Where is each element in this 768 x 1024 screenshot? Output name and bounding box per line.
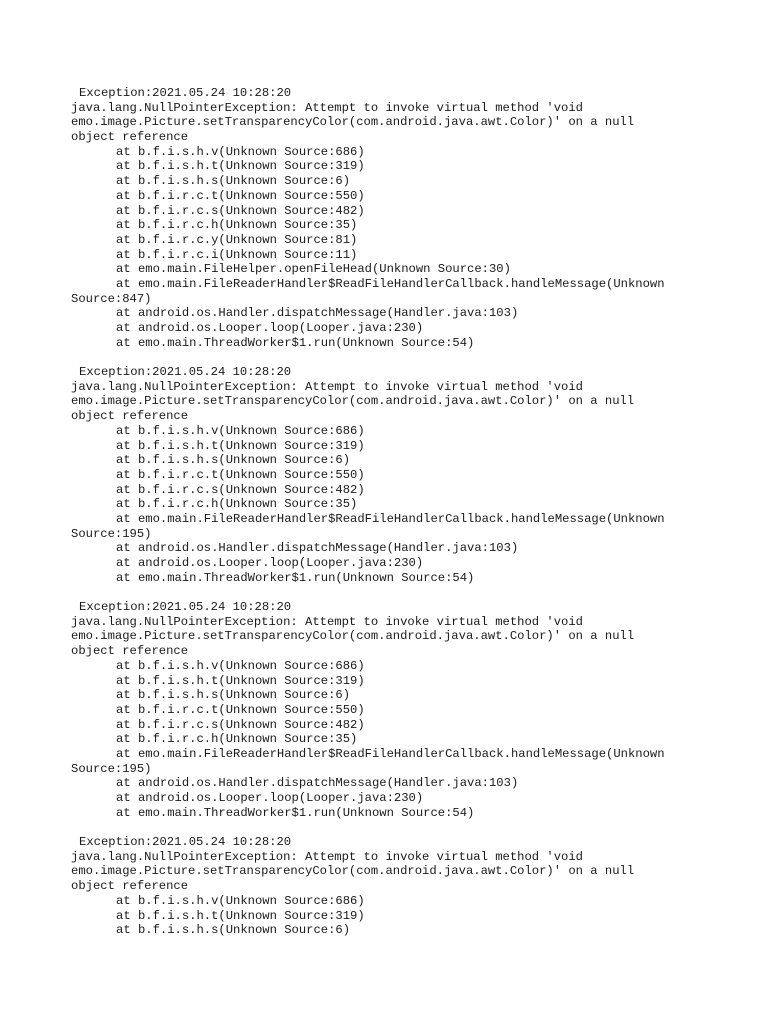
stack-frame: at emo.main.FileReaderHandler$ReadFileHandlerCallback.handleMessage(Unknown bbox=[116, 276, 665, 291]
log-line: Source:195) bbox=[71, 526, 152, 541]
stack-frame: at b.f.i.s.h.s(Unknown Source:6) bbox=[116, 174, 351, 189]
stack-frame: at b.f.i.r.c.i(Unknown Source:11) bbox=[116, 247, 358, 262]
stack-frame: at b.f.i.r.c.h(Unknown Source:35) bbox=[116, 218, 358, 233]
stack-frame: at b.f.i.s.h.s(Unknown Source:6) bbox=[116, 453, 351, 468]
stack-frame: at emo.main.FileReaderHandler$ReadFileHandlerCallback.handleMessage(Unknown bbox=[116, 511, 665, 526]
log-line: object reference bbox=[71, 409, 189, 424]
stack-frame: at emo.main.FileHelper.openFileHead(Unknown Source:30) bbox=[116, 262, 511, 277]
stack-frame: at android.os.Looper.loop(Looper.java:230) bbox=[116, 321, 424, 335]
stack-frame: at android.os.Handler.dispatchMessage(Handler.java:103) bbox=[116, 541, 519, 556]
stack-frame: at b.f.i.s.h.v(Unknown Source:686) bbox=[116, 893, 365, 908]
stack-frame: at b.f.i.s.h.t(Unknown Source:319) bbox=[116, 438, 365, 453]
log-line: java.lang.NullPointerException: Attempt to invoke virtual method 'void bbox=[71, 849, 583, 864]
stack-frame: at b.f.i.r.c.s(Unknown Source:482) bbox=[116, 482, 365, 497]
exception-log bbox=[71, 86, 751, 953]
exception-timestamp: Exception:2021.05.24 10:28:20 bbox=[79, 600, 292, 615]
stack-frame: at b.f.i.s.h.t(Unknown Source:319) bbox=[116, 673, 365, 688]
stack-frame: at b.f.i.r.c.t(Unknown Source:550) bbox=[116, 188, 365, 203]
stack-frame: at b.f.i.s.h.t(Unknown Source:319) bbox=[116, 159, 365, 174]
stack-frame: at b.f.i.s.h.v(Unknown Source:686) bbox=[116, 144, 365, 159]
log-line: object reference bbox=[71, 879, 189, 894]
stack-frame: at b.f.i.s.h.s(Unknown Source:6) bbox=[116, 688, 351, 703]
log-line: object reference bbox=[71, 644, 189, 659]
log-line: java.lang.NullPointerException: Attempt to invoke virtual method 'void bbox=[71, 100, 583, 115]
stack-frame: at b.f.i.s.h.t(Unknown Source:319) bbox=[116, 908, 365, 923]
stack-frame: at b.f.i.r.c.s(Unknown Source:482) bbox=[116, 203, 365, 218]
log-line: emo.image.Picture.setTransparencyColor(com.android.java.awt.Color)' on a null bbox=[71, 864, 635, 879]
exception-block bbox=[71, 86, 751, 350]
exception-block bbox=[71, 600, 751, 820]
log-line: emo.image.Picture.setTransparencyColor(com.android.java.awt.Color)' on a null bbox=[71, 629, 635, 644]
stack-frame: at b.f.i.r.c.y(Unknown Source:81) bbox=[116, 232, 358, 247]
exception-timestamp: Exception:2021.05.24 10:28:20 bbox=[79, 365, 292, 380]
stack-frame: at b.f.i.r.c.h(Unknown Source:35) bbox=[116, 732, 358, 747]
log-line: emo.image.Picture.setTransparencyColor(com.android.java.awt.Color)' on a null bbox=[71, 394, 635, 409]
stack-frame: at emo.main.FileReaderHandler$ReadFileHandlerCallback.handleMessage(Unknown bbox=[116, 746, 665, 761]
stack-frame: at b.f.i.r.c.s(Unknown Source:482) bbox=[116, 717, 365, 732]
stack-frame: at emo.main.ThreadWorker$1.run(Unknown Source:54) bbox=[116, 570, 475, 585]
log-line: Source:195) bbox=[71, 761, 152, 776]
log-line: Source:847) bbox=[71, 291, 152, 306]
exception-block bbox=[71, 835, 751, 938]
stack-frame: at b.f.i.r.c.t(Unknown Source:550) bbox=[116, 467, 365, 482]
stack-frame: at b.f.i.s.h.v(Unknown Source:686) bbox=[116, 423, 365, 438]
log-line: emo.image.Picture.setTransparencyColor(com.android.java.awt.Color)' on a null bbox=[71, 115, 635, 130]
stack-frame: at android.os.Handler.dispatchMessage(Handler.java:103) bbox=[116, 306, 519, 321]
stack-frame: at android.os.Looper.loop(Looper.java:230) bbox=[116, 556, 424, 570]
log-line: object reference bbox=[71, 130, 189, 145]
stack-frame: at b.f.i.r.c.t(Unknown Source:550) bbox=[116, 702, 365, 717]
log-line: java.lang.NullPointerException: Attempt to invoke virtual method 'void bbox=[71, 379, 583, 394]
stack-frame: at emo.main.ThreadWorker$1.run(Unknown Source:54) bbox=[116, 335, 475, 350]
stack-frame: at android.os.Handler.dispatchMessage(Handler.java:103) bbox=[116, 776, 519, 791]
exception-block bbox=[71, 365, 751, 585]
stack-frame: at b.f.i.s.h.v(Unknown Source:686) bbox=[116, 658, 365, 673]
stack-frame: at android.os.Looper.loop(Looper.java:230) bbox=[116, 791, 424, 805]
stack-frame: at b.f.i.r.c.h(Unknown Source:35) bbox=[116, 497, 358, 512]
stack-frame: at b.f.i.s.h.s(Unknown Source:6) bbox=[116, 923, 351, 938]
stack-frame: at emo.main.ThreadWorker$1.run(Unknown Source:54) bbox=[116, 805, 475, 820]
exception-timestamp: Exception:2021.05.24 10:28:20 bbox=[79, 86, 292, 100]
log-line: java.lang.NullPointerException: Attempt to invoke virtual method 'void bbox=[71, 614, 583, 629]
exception-timestamp: Exception:2021.05.24 10:28:20 bbox=[79, 835, 292, 850]
